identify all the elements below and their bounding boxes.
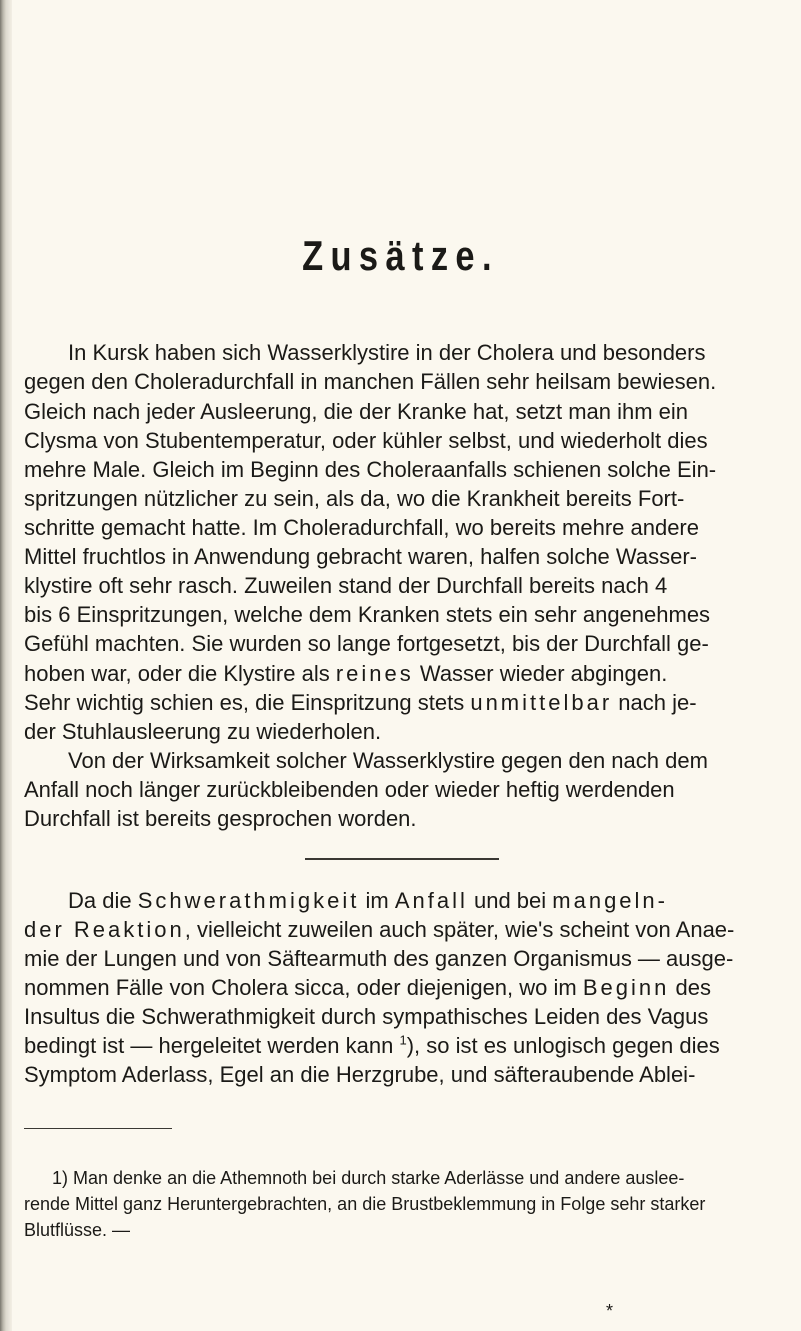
paragraph-3-line-6 (24, 1033, 784, 1059)
footnote-separator (24, 1128, 172, 1129)
paragraph-1-line-12 (24, 661, 784, 687)
text-run: ), so ist es unlogisch gegen dies (406, 1033, 720, 1058)
text-run: , vielleicht zuweilen auch später, wie's scheint von Anae- (184, 917, 735, 942)
paragraph-1-line-13 (24, 690, 784, 716)
spaced-emphasis: Beginn (582, 975, 670, 1000)
paragraph-3-line-1 (68, 888, 784, 914)
section-divider (305, 858, 499, 860)
page-title: Zusätze. (302, 232, 499, 279)
signature-mark: * (606, 1301, 614, 1321)
paragraph-1-line-10: bis 6 Einspritzungen, welche dem Kranken stets ein sehr angenehmes (24, 602, 711, 627)
text-run: Wasser wieder abgingen. (413, 661, 668, 686)
text-run: bedingt ist — hergeleitet werden kann (24, 1033, 400, 1058)
paragraph-1-line-6: spritzungen nützlicher zu sein, als da, wo die Krankheit bereits Fort- (24, 486, 685, 511)
text-run: des (669, 975, 711, 1000)
paragraph-2-line-2: Anfall noch länger zurückbleibenden oder wieder heftig werdenden (24, 777, 675, 802)
paragraph-1-line-11: Gefühl machten. Sie wurden so lange fortgesetzt, bis der Durchfall ge- (24, 631, 709, 656)
paragraph-1-line-4: Clysma von Stubentemperatur, oder kühler selbst, und wiederholt dies (24, 428, 708, 453)
paragraph-1-line-14: der Stuhlausleerung zu wiederholen. (24, 719, 382, 744)
footnote-line-2: rende Mittel ganz Heruntergebrachten, an die Brustbeklemmung in Folge sehr starker (24, 1194, 706, 1214)
text-run: nommen Fälle von Cholera sicca, oder diejenigen, wo im (24, 975, 583, 1000)
footnote-reference: 1 (399, 1032, 407, 1048)
paragraph-3-line-7: Symptom Aderlass, Egel an die Herzgrube, und säfteraubende Ablei- (24, 1062, 696, 1087)
spaced-emphasis: Anfall (394, 888, 468, 913)
paragraph-1-line-5: mehre Male. Gleich im Beginn des Choleraanfalls schienen solche Ein- (24, 457, 717, 482)
spaced-emphasis: der Reaktion (24, 917, 185, 942)
text-run: im (359, 888, 395, 913)
paragraph-3-line-3: mie der Lungen und von Säftearmuth des ganzen Organismus — ausge- (24, 946, 734, 971)
text-run: nach je- (612, 690, 697, 715)
paragraph-1-line-1: In Kursk haben sich Wasserklystire in der Cholera und besonders (68, 340, 706, 365)
footnote-line-3: Blutflüsse. — (24, 1220, 131, 1240)
text-run: Da die (68, 888, 138, 913)
paragraph-1-line-7: schritte gemacht hatte. Im Choleradurchfall, wo bereits mehre andere (24, 515, 699, 540)
text-run: hoben war, oder die Klystire als (24, 661, 336, 686)
text-run: Sehr wichtig schien es, die Einspritzung stets (24, 690, 471, 715)
paragraph-1-line-8: Mittel fruchtlos in Anwendung gebracht waren, halfen solche Wasser- (24, 544, 697, 569)
spaced-emphasis: mangeln- (552, 888, 668, 913)
paragraph-1-line-2: gegen den Choleradurchfall in manchen Fällen sehr heilsam bewiesen. (24, 369, 717, 394)
paragraph-2-line-1: Von der Wirksamkeit solcher Wasserklystire gegen den nach dem (68, 748, 708, 773)
paragraph-1-line-3: Gleich nach jeder Ausleerung, die der Kranke hat, setzt man ihm ein (24, 399, 689, 424)
book-spine-edge (0, 0, 12, 1331)
spaced-emphasis: reines (335, 661, 414, 686)
footnote-line-1: 1) Man denke an die Athemnoth bei durch starke Aderlässe und andere auslee- (52, 1168, 685, 1188)
paragraph-2-line-3: Durchfall ist bereits gesprochen worden. (24, 806, 417, 831)
text-run: und bei (467, 888, 553, 913)
paragraph-3-line-5: Insultus die Schwerathmigkeit durch sympathisches Leiden des Vagus (24, 1004, 709, 1029)
paragraph-1-line-9: klystire oft sehr rasch. Zuweilen stand der Durchfall bereits nach 4 (24, 573, 668, 598)
paragraph-3-line-2 (24, 917, 784, 943)
spaced-emphasis: Schwerathmigkeit (137, 888, 360, 913)
spaced-emphasis: unmittelbar (470, 690, 613, 715)
paragraph-3-line-4 (24, 975, 784, 1001)
